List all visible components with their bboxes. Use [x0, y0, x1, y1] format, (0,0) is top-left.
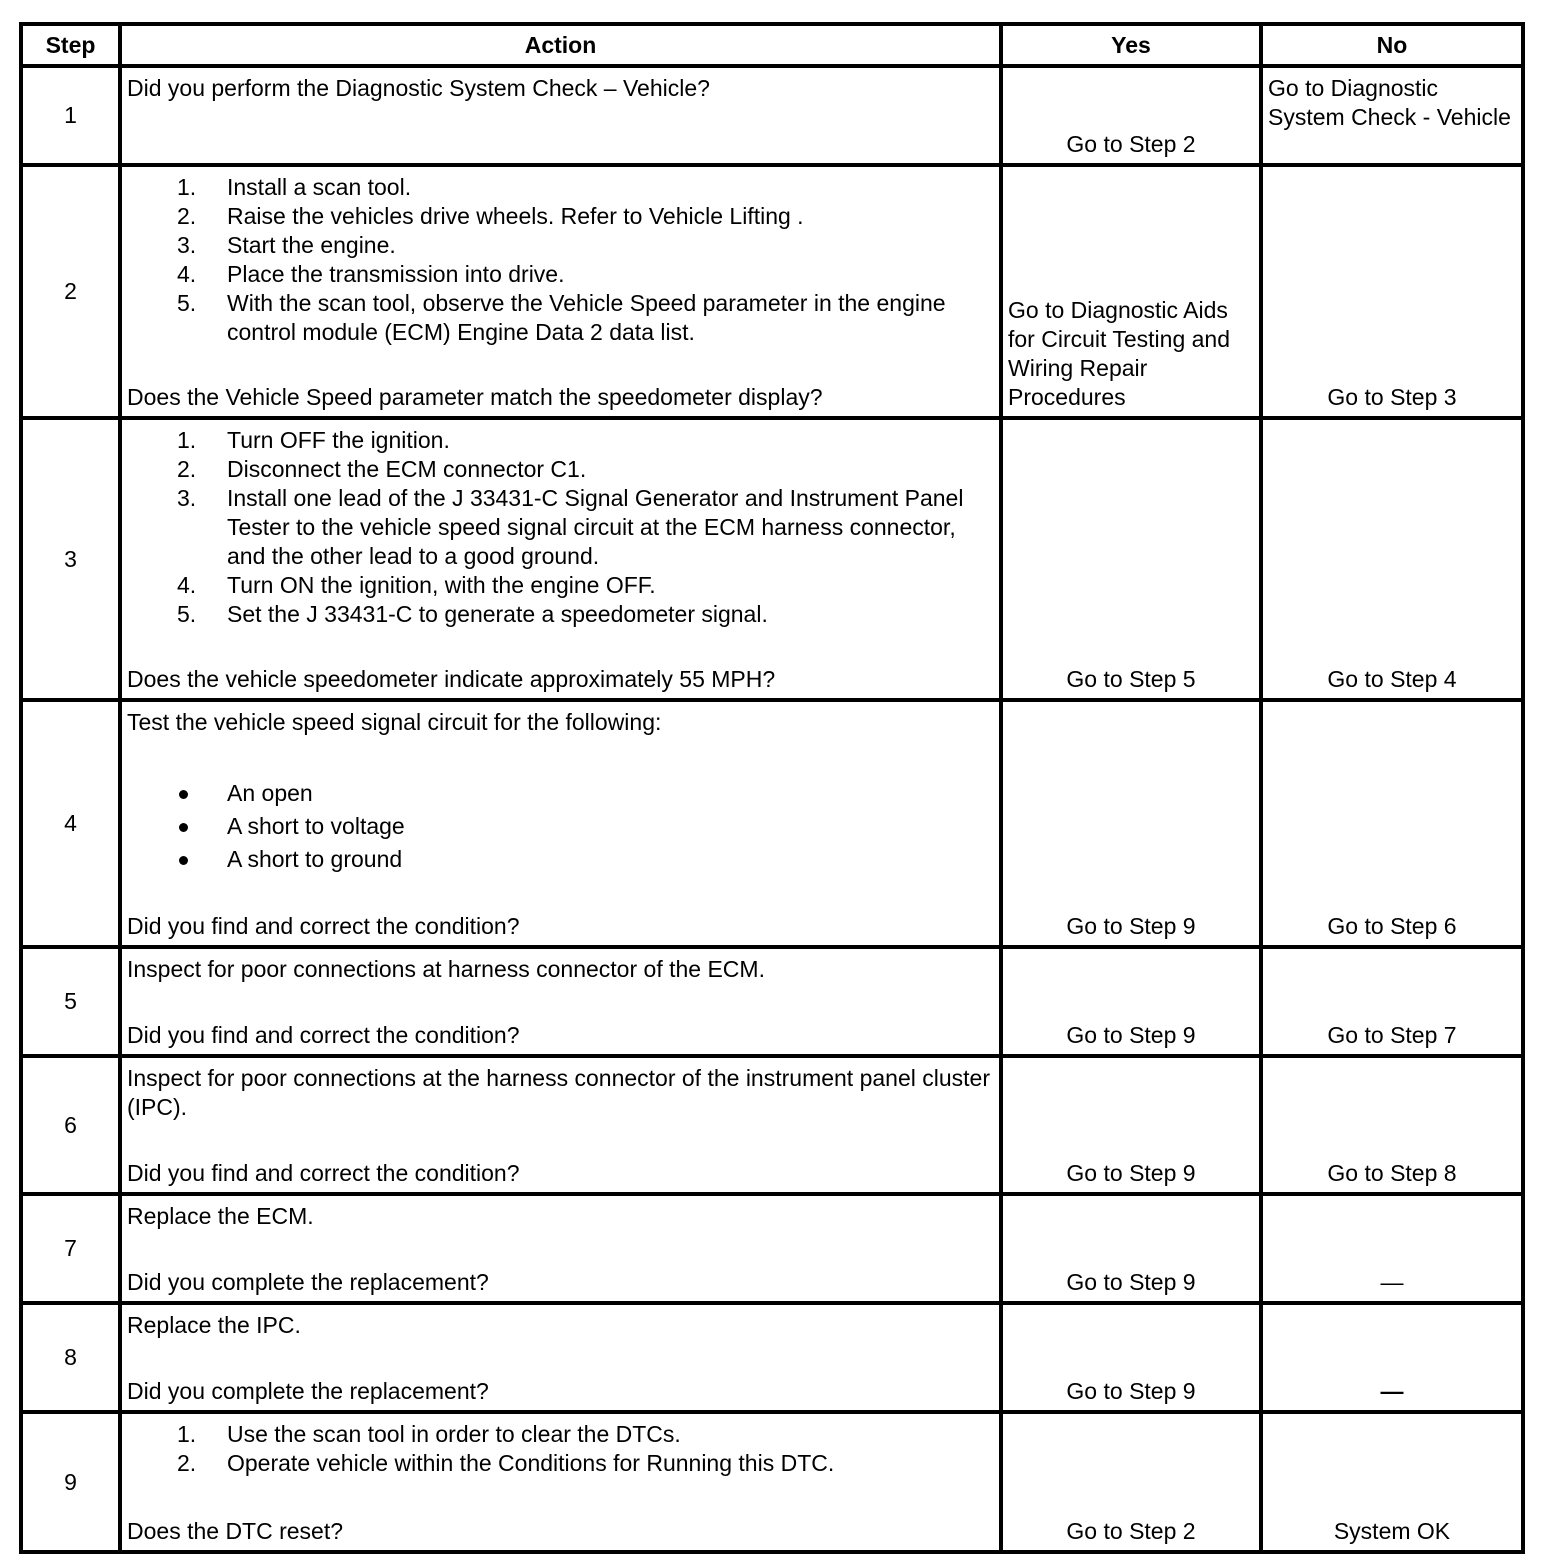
header-action: Action: [120, 24, 1001, 66]
step-number: 8: [21, 1303, 120, 1412]
no-result: Go to Step 3: [1261, 165, 1523, 418]
list-item: 4. Place the transmission into drive.: [177, 261, 565, 287]
diagnostic-table: [19, 22, 1525, 1554]
action-steps-list: [122, 1414, 999, 1478]
action-cell: [120, 1194, 1001, 1303]
yes-result: Go to Step 9: [1001, 1303, 1261, 1412]
table-row: [21, 1303, 1523, 1412]
yes-result: Go to Step 2: [1001, 66, 1261, 165]
action-cell: [120, 165, 1001, 418]
action-question: Does the vehicle speedometer indicate approximately 55 MPH?: [127, 666, 776, 692]
yes-result: Go to Step 5: [1001, 418, 1261, 700]
bullet-icon: [179, 856, 188, 865]
action-text: Inspect for poor connections at harness connector of the ECM.: [127, 956, 765, 982]
action-steps-list: [122, 167, 999, 347]
list-item: 2. Disconnect the ECM connector C1.: [177, 456, 587, 482]
action-cell: [120, 700, 1001, 947]
list-item: 1. Turn OFF the ignition.: [177, 427, 450, 453]
no-result: System OK: [1261, 1412, 1523, 1552]
action-question: Did you complete the replacement?: [127, 1269, 489, 1295]
list-item: A short to ground: [122, 843, 999, 876]
list-item: 2. Operate vehicle within the Conditions for Running this DTC.: [177, 1450, 835, 1476]
action-cell: [120, 1303, 1001, 1412]
action-text: Test the vehicle speed signal circuit for the following:: [127, 709, 662, 735]
yes-result: Go to Step 9: [1001, 947, 1261, 1056]
list-item: A short to voltage: [122, 810, 999, 843]
step-number: 2: [21, 165, 120, 418]
table-row: [21, 1412, 1523, 1552]
action-question: Does the Vehicle Speed parameter match the speedometer display?: [127, 384, 823, 410]
yes-result: Go to Step 9: [1001, 1056, 1261, 1194]
list-item: 1. Install a scan tool.: [177, 174, 412, 200]
action-question: Did you find and correct the condition?: [127, 913, 520, 939]
action-question: Did you complete the replacement?: [127, 1378, 489, 1404]
action-cell: [120, 66, 1001, 165]
action-cell: [120, 1412, 1001, 1552]
header-yes: Yes: [1001, 24, 1261, 66]
condition-bullet-list: [122, 777, 999, 876]
step-number: 7: [21, 1194, 120, 1303]
no-result: Go to Diagnostic System Check - Vehicle: [1261, 66, 1523, 165]
list-item: 3. Start the engine.: [177, 232, 396, 258]
step-number: 6: [21, 1056, 120, 1194]
action-question: Does the DTC reset?: [127, 1518, 344, 1544]
action-cell: [120, 1056, 1001, 1194]
action-text: Did you perform the Diagnostic System Check – Vehicle?: [127, 75, 710, 101]
list-item: An open: [122, 777, 999, 810]
step-number: 1: [21, 66, 120, 165]
table-row: [21, 700, 1523, 947]
list-item: 5. Set the J 33431-C to generate a speedometer signal.: [177, 601, 768, 627]
list-item: 2. Raise the vehicles drive wheels. Refer to Vehicle Lifting .: [177, 203, 804, 229]
step-number: 9: [21, 1412, 120, 1552]
table-row: [21, 165, 1523, 418]
table-row: [21, 947, 1523, 1056]
no-result: Go to Step 7: [1261, 947, 1523, 1056]
list-item: 5. With the scan tool, observe the Vehicle Speed parameter in the engine control module (ECM) Engine Data 2 data list.: [177, 290, 946, 345]
action-question: Did you find and correct the condition?: [127, 1160, 520, 1186]
action-text: Inspect for poor connections at the harness connector of the instrument panel cluster (IPC).: [127, 1065, 990, 1120]
bullet-icon: [179, 790, 188, 799]
action-question: Did you find and correct the condition?: [127, 1022, 520, 1048]
yes-result: Go to Diagnostic Aids for Circuit Testing and Wiring Repair Procedures: [1001, 165, 1261, 418]
no-result: —: [1261, 1303, 1523, 1412]
step-number: 5: [21, 947, 120, 1056]
table-row: [21, 1056, 1523, 1194]
step-number: 3: [21, 418, 120, 700]
bullet-icon: [179, 823, 188, 832]
table-row: [21, 418, 1523, 700]
no-result: —: [1261, 1194, 1523, 1303]
table-row: [21, 1194, 1523, 1303]
table-header-row: [21, 24, 1523, 66]
header-no: No: [1261, 24, 1523, 66]
header-step: Step: [21, 24, 120, 66]
list-item: 4. Turn ON the ignition, with the engine OFF.: [177, 572, 656, 598]
step-number: 4: [21, 700, 120, 947]
yes-result: Go to Step 2: [1001, 1412, 1261, 1552]
list-item: 1. Use the scan tool in order to clear the DTCs.: [177, 1421, 681, 1447]
yes-result: Go to Step 9: [1001, 1194, 1261, 1303]
no-result: Go to Step 8: [1261, 1056, 1523, 1194]
yes-result: Go to Step 9: [1001, 700, 1261, 947]
list-item: 3. Install one lead of the J 33431-C Signal Generator and Instrument Panel Tester to the vehicle speed signal circuit at the ECM harness connector, and the other lead to a good ground.: [177, 485, 964, 569]
action-text: Replace the ECM.: [127, 1203, 314, 1229]
no-result: Go to Step 6: [1261, 700, 1523, 947]
action-cell: [120, 947, 1001, 1056]
no-result: Go to Step 4: [1261, 418, 1523, 700]
action-steps-list: [122, 420, 999, 629]
table-row: [21, 66, 1523, 165]
action-text: Replace the IPC.: [127, 1312, 301, 1338]
action-cell: [120, 418, 1001, 700]
